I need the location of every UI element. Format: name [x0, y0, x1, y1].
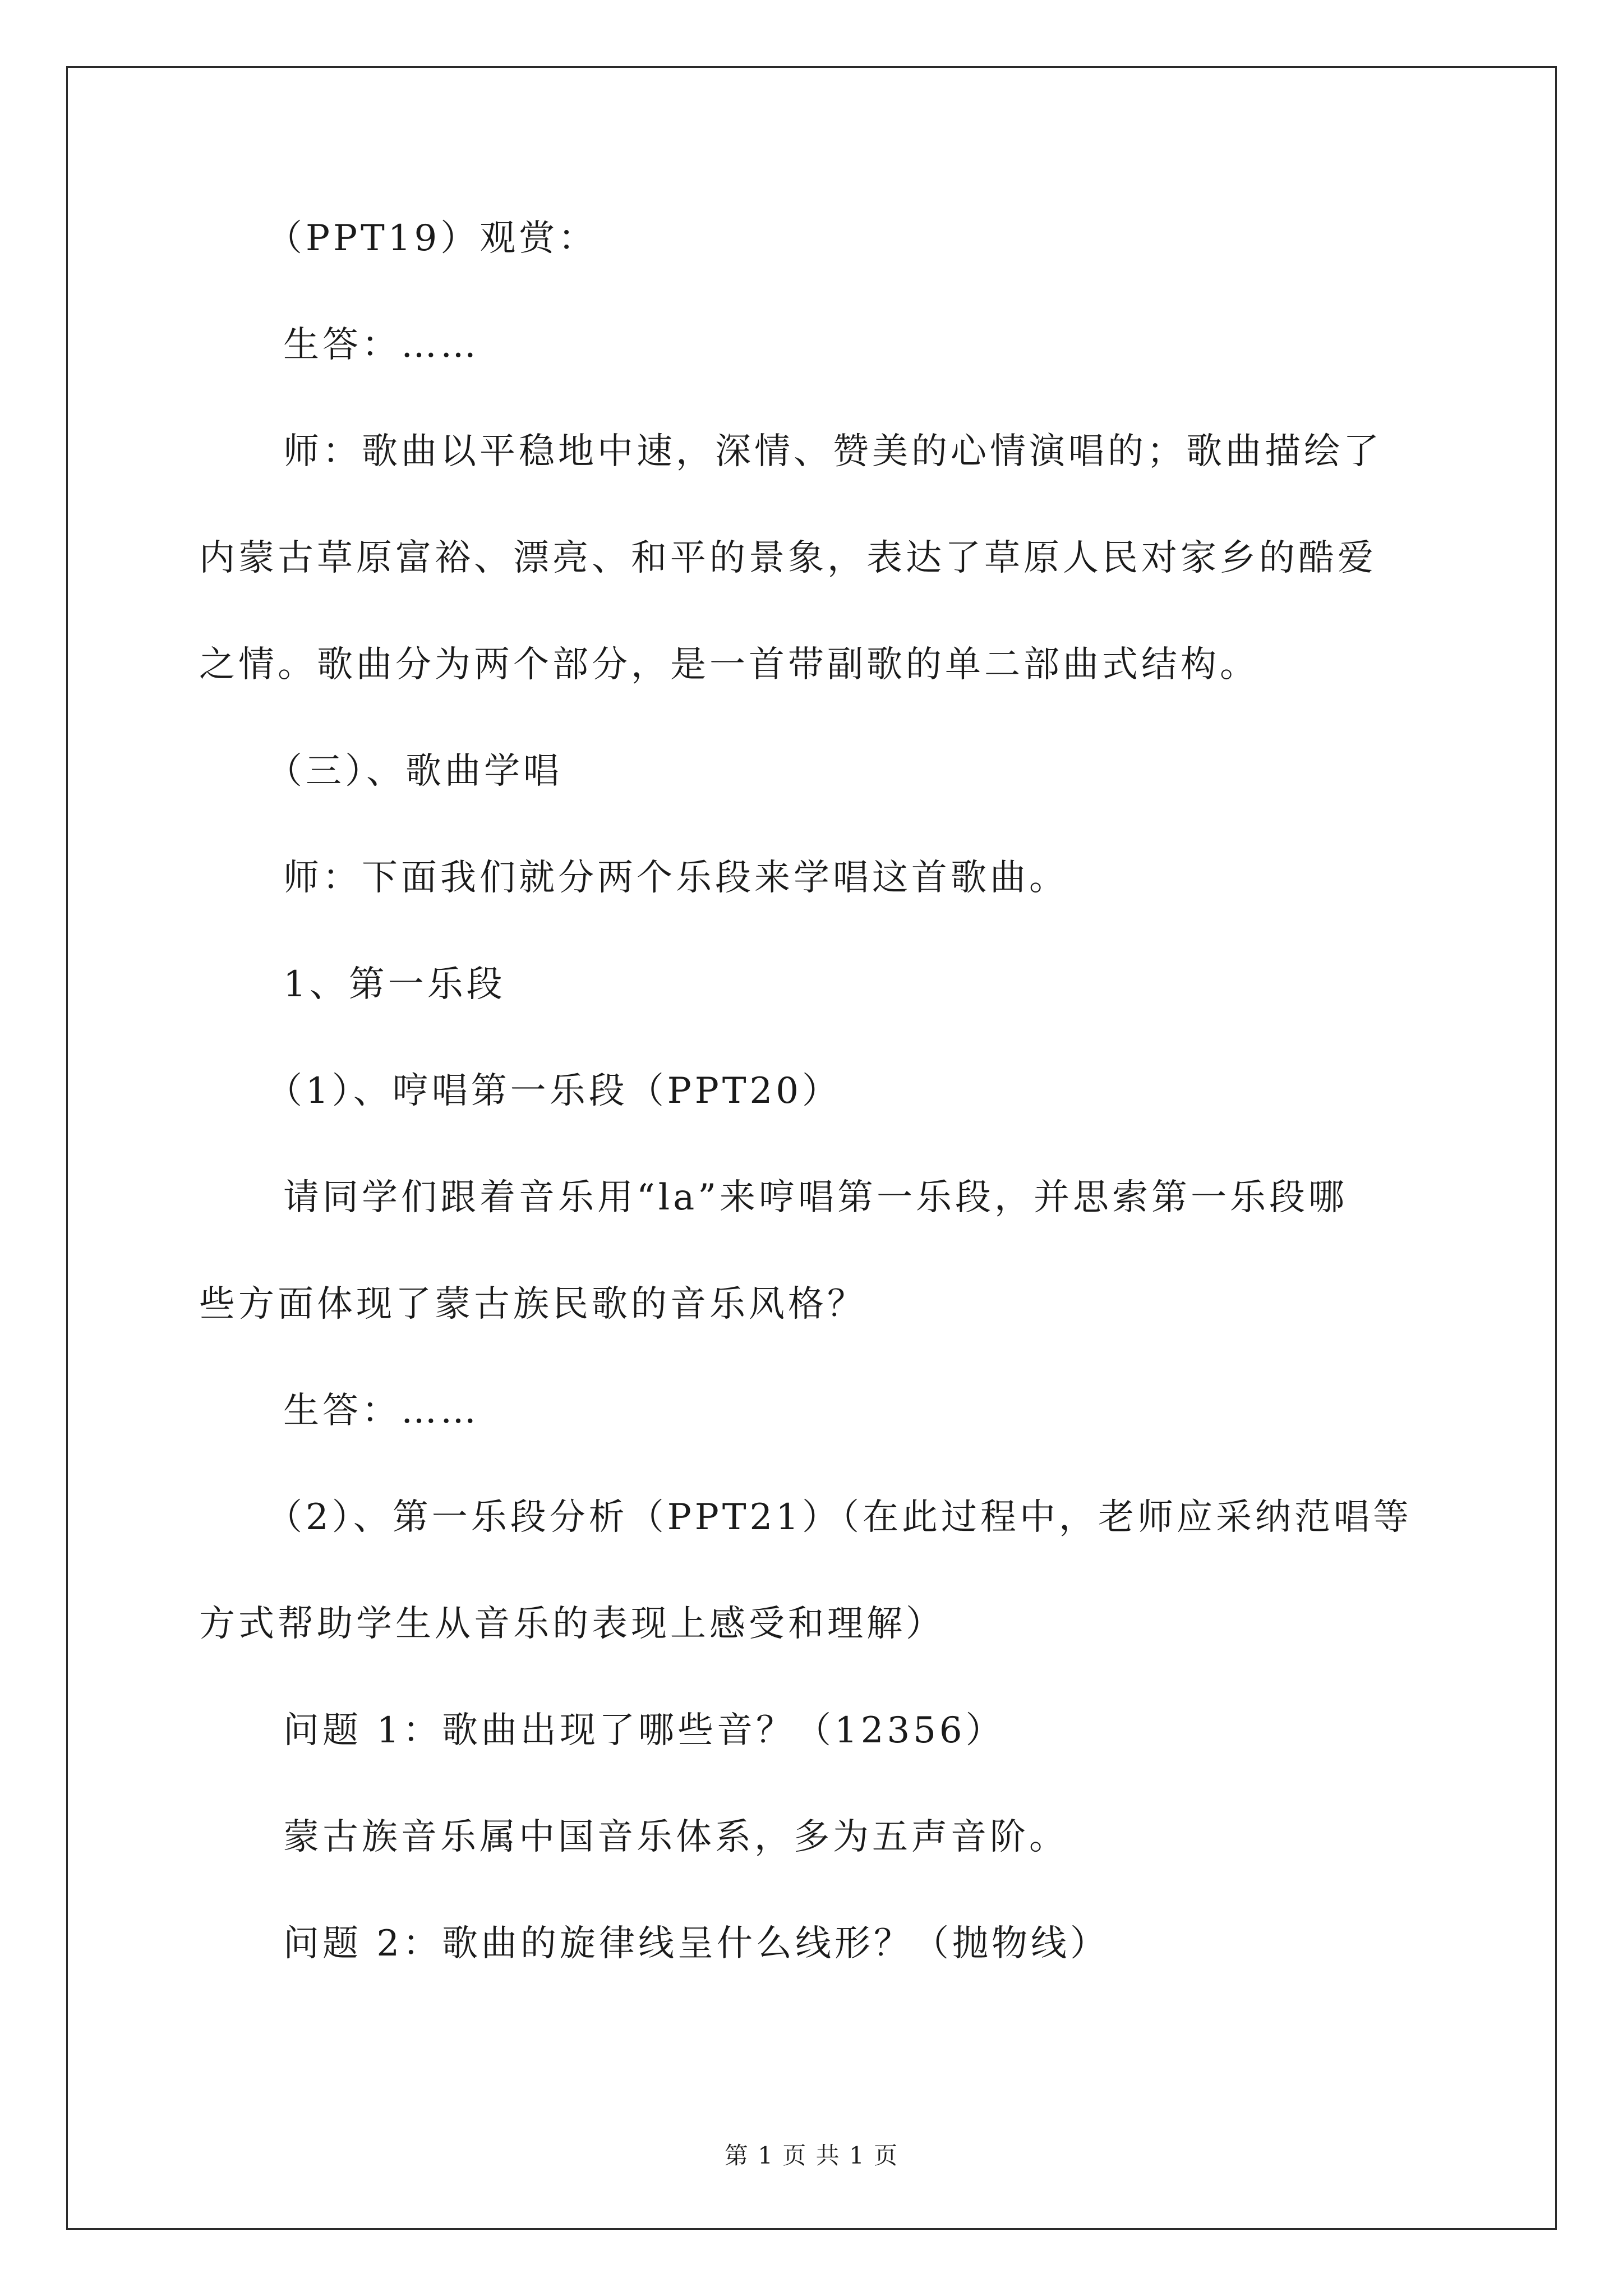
page-number-footer: 第 1 页 共 1 页 — [724, 2142, 899, 2169]
paragraph-line: 请同学们跟着音乐用“la”来哼唱第一乐段，并思索第一乐段哪 — [283, 1177, 1348, 1218]
paragraph-line: （PPT19）观赏： — [266, 218, 598, 259]
subsection-heading: （1）、哼唱第一乐段（PPT20） — [266, 1070, 841, 1112]
paragraph-line: 生答：…… — [283, 324, 479, 366]
paragraph-line: 方式帮助学生从音乐的表现上感受和理解） — [199, 1603, 945, 1645]
paragraph-line: 问题 1：歌曲出现了哪些音？（12356） — [283, 1710, 1005, 1751]
paragraph-line: 内蒙古草原富裕、漂亮、和平的景象，表达了草原人民对家乡的酷爱 — [199, 537, 1377, 579]
section-heading: （三）、歌曲学唱 — [266, 751, 562, 792]
subsection-heading: 1、第一乐段 — [283, 964, 506, 1005]
paragraph-line: 问题 2：歌曲的旋律线呈什么线形？（抛物线） — [283, 1923, 1110, 1964]
paragraph-line: 师：下面我们就分两个乐段来学唱这首歌曲。 — [283, 857, 1068, 899]
paragraph-line: 些方面体现了蒙古族民歌的音乐风格？ — [199, 1283, 866, 1325]
paragraph-line: 生答：…… — [283, 1390, 479, 1432]
paragraph-line: 师：歌曲以平稳地中速，深情、赞美的心情演唱的；歌曲描绘了 — [283, 431, 1382, 472]
paragraph-line: 蒙古族音乐属中国音乐体系，多为五声音阶。 — [283, 1816, 1068, 1858]
paragraph-line: （2）、第一乐段分析（PPT21）（在此过程中，老师应采纳范唱等 — [266, 1497, 1412, 1538]
page-border — [66, 66, 1557, 2230]
paragraph-line: 之情。歌曲分为两个部分，是一首带副歌的单二部曲式结构。 — [199, 644, 1259, 685]
